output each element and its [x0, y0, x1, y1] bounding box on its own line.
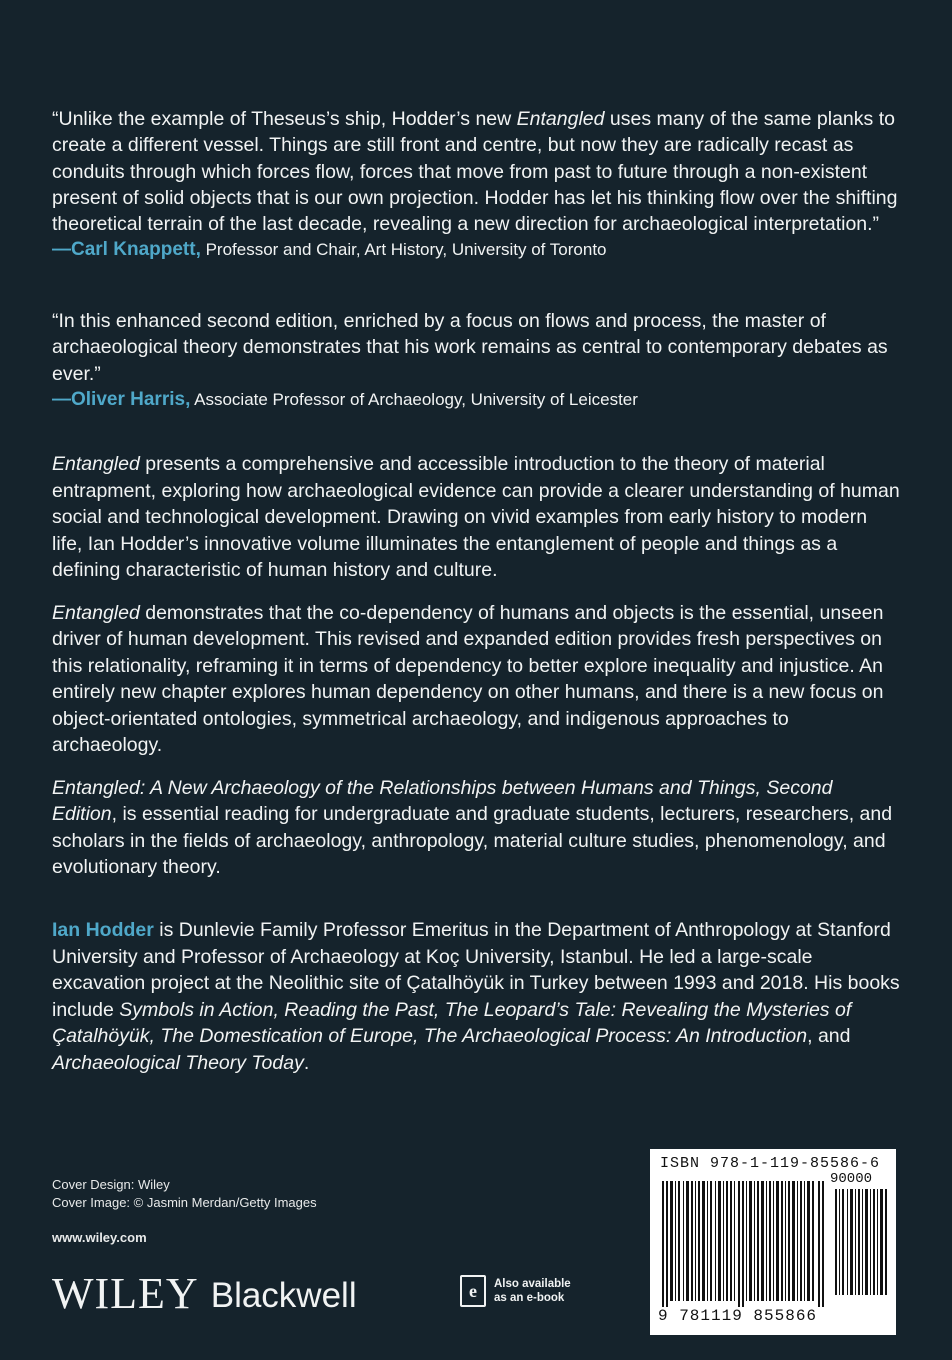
attribution-name: Oliver Harris,: [71, 388, 191, 410]
ebook-icon: e: [460, 1275, 486, 1307]
quote-knappett-text: “Unlike the example of Theseus’s ship, Hodder’s new Entangled uses many of the same planks to create a different vessel. Things are still front and centre, but now they are radically recast as conduits through which forces flow, forces that move from past to future through a non-existent present of solid objects that is our own projection. Hodder has let his thinking flow over the shifting theoretical terrain of the last decade, revealing a new direction for archaeological interpretation.”: [52, 108, 898, 236]
isbn-number: ISBN 978-1-119-85586-6: [660, 1155, 881, 1172]
cover-design-credit: Cover Design: Wiley: [52, 1177, 170, 1192]
quote-harris-text: “In this enhanced second edition, enriched by a focus on flows and process, the master of archaeological theory demonstrates that his work remains as central to contemporary debates as ever.”: [52, 310, 888, 385]
isbn-barcode: [650, 1149, 896, 1335]
price-code: 90000: [829, 1171, 872, 1187]
description-paragraph-2: Entangled demonstrates that the co-dependency of humans and objects is the essential, unseen driver of human development. This revised and expanded edition provides fresh perspectives on this relationality, reframing it in terms of dependency to better explore inequality and injustice. An entirely new chapter explores human dependency on other humans, and there is a new focus on object-orientated ontologies, symmetrical archaeology, and indigenous approaches to archaeology.: [52, 601, 884, 756]
book-description: [52, 451, 902, 881]
description-paragraph-3: Entangled: A New Archaeology of the Relationships between Humans and Things, Second Edition, is essential reading for undergraduate and graduate students, lecturers, researchers, and scholars in the fields of archaeology, anthropology, material culture studies, phenomenology, and evolutionary theory.: [52, 776, 893, 878]
quote-knappett-attribution: —Carl Knappett, Professor and Chair, Art History, University of Toronto: [52, 239, 607, 261]
logo-imprint: Blackwell: [210, 1276, 357, 1315]
publisher-url[interactable]: www.wiley.com: [52, 1230, 147, 1245]
description-paragraph-1: Entangled presents a comprehensive and accessible introduction to the theory of material entrapment, exploring how archaeological evidence can provide a clearer understanding of human social and technological development. Drawing on vivid examples from early history to modern life, Ian Hodder’s innovative volume illuminates the entanglement of people and things as a defining characteristic of human history and culture.: [52, 453, 900, 581]
wiley-blackwell-logo: [52, 1266, 357, 1316]
quote-harris: [52, 308, 902, 412]
cover-credits: [52, 1176, 317, 1212]
cover-image-credit: Cover Image: © Jasmin Merdan/Getty Images: [52, 1195, 317, 1210]
addon-barcode-bars: [834, 1189, 888, 1295]
barcode-digits: 9 781119 855866: [658, 1307, 818, 1325]
logo-wiley: WILEY: [52, 1269, 199, 1318]
ean-barcode-bars: [660, 1175, 828, 1307]
ebook-badge: e Also available as an e-book: [460, 1275, 571, 1307]
quote-knappett: [52, 106, 902, 262]
author-bio: Ian Hodder is Dunlevie Family Professor Emeritus in the Department of Anthropology at Stanford University and Professor of Archaeology at Koç University, Istanbul. He led a large-scale excavation project at the Neolithic site of Çatalhöyük in Turkey between 1993 and 2018. His books include Symbols in Action, Reading the Past, The Leopard’s Tale: Revealing the Mysteries of Çatalhöyük, The Domestication of Europe, The Archaeological Process: An Introduction, and Archaeological Theory Today.: [52, 919, 900, 1074]
author-name: Ian Hodder: [52, 919, 154, 941]
attribution-name: Carl Knappett,: [71, 239, 201, 261]
quote-harris-attribution: —Oliver Harris, Associate Professor of Archaeology, University of Leicester: [52, 388, 638, 410]
